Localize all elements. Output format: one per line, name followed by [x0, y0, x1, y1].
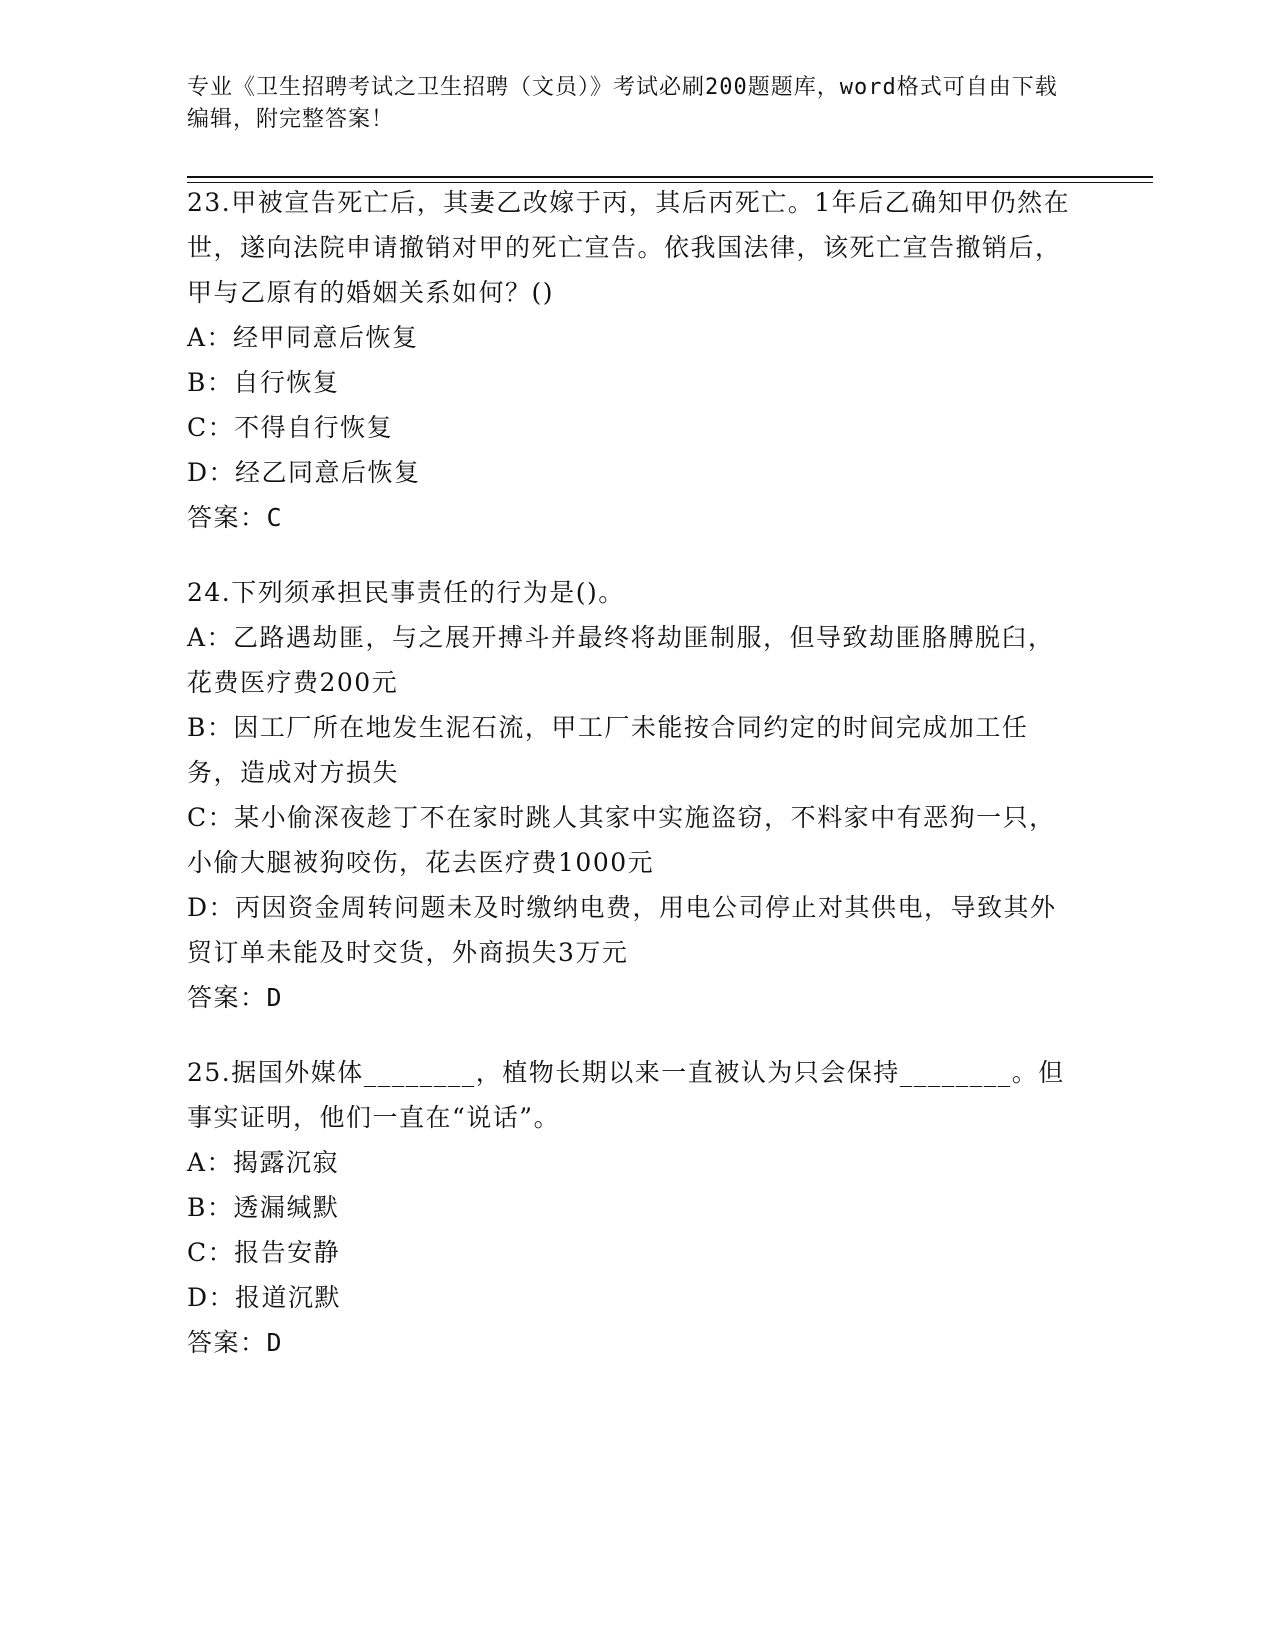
answer-label: 答案：	[187, 983, 267, 1012]
option-d: D：报道沉默	[187, 1283, 342, 1312]
option-c: C：报告安静	[187, 1238, 341, 1267]
option-b: B：透漏缄默	[187, 1193, 340, 1222]
answer-label: 答案：	[187, 1328, 267, 1357]
answer-value: D	[266, 983, 284, 1012]
question-25	[187, 1050, 1077, 1365]
question-stem: 25.据国外媒体________，植物长期以来一直被认为只会保持________。但事实证明，他们一直在“说话”。	[187, 1058, 1065, 1132]
question-stem: 24.下列须承担民事责任的行为是()。	[187, 578, 625, 607]
document-header: 专业《卫生招聘考试之卫生招聘（文员）》考试必刷200题题库，word格式可自由下载编辑，附完整答案！	[187, 75, 1058, 132]
option-a: A：揭露沉寂	[187, 1148, 340, 1177]
option-b: B：因工厂所在地发生泥石流，甲工厂未能按合同约定的时间完成加工任务，造成对方损失	[187, 713, 1029, 787]
question-23	[187, 180, 1077, 540]
answer-line	[187, 495, 1077, 540]
option-b: B：自行恢复	[187, 368, 340, 397]
answer-line	[187, 975, 1077, 1020]
answer-label: 答案：	[187, 503, 267, 532]
option-a: A：乙路遇劫匪，与之展开搏斗并最终将劫匪制服，但导致劫匪胳膊脱臼，花费医疗费200元	[187, 623, 1055, 697]
question-24	[187, 570, 1077, 1020]
option-c: C：不得自行恢复	[187, 413, 394, 442]
answer-value: D	[266, 1328, 284, 1357]
option-d: D：丙因资金周转问题未及时缴纳电费，用电公司停止对其供电，导致其外贸订单未能及时交货，外商损失3万元	[187, 893, 1057, 967]
option-d: D：经乙同意后恢复	[187, 458, 421, 487]
option-c: C：某小偷深夜趁丁不在家时跳人其家中实施盗窃，不料家中有恶狗一只，小偷大腿被狗咬伤，花去医疗费1000元	[187, 803, 1056, 877]
answer-line	[187, 1320, 1077, 1365]
header-divider-thick	[187, 176, 1153, 178]
option-a: A：经甲同意后恢复	[187, 323, 419, 352]
question-stem: 23.甲被宣告死亡后，其妻乙改嫁于丙，其后丙死亡。1年后乙确知甲仍然在世，遂向法院申请撤销对甲的死亡宣告。依我国法律，该死亡宣告撤销后，甲与乙原有的婚姻关系如何？()	[187, 188, 1071, 307]
answer-value: C	[266, 503, 284, 532]
